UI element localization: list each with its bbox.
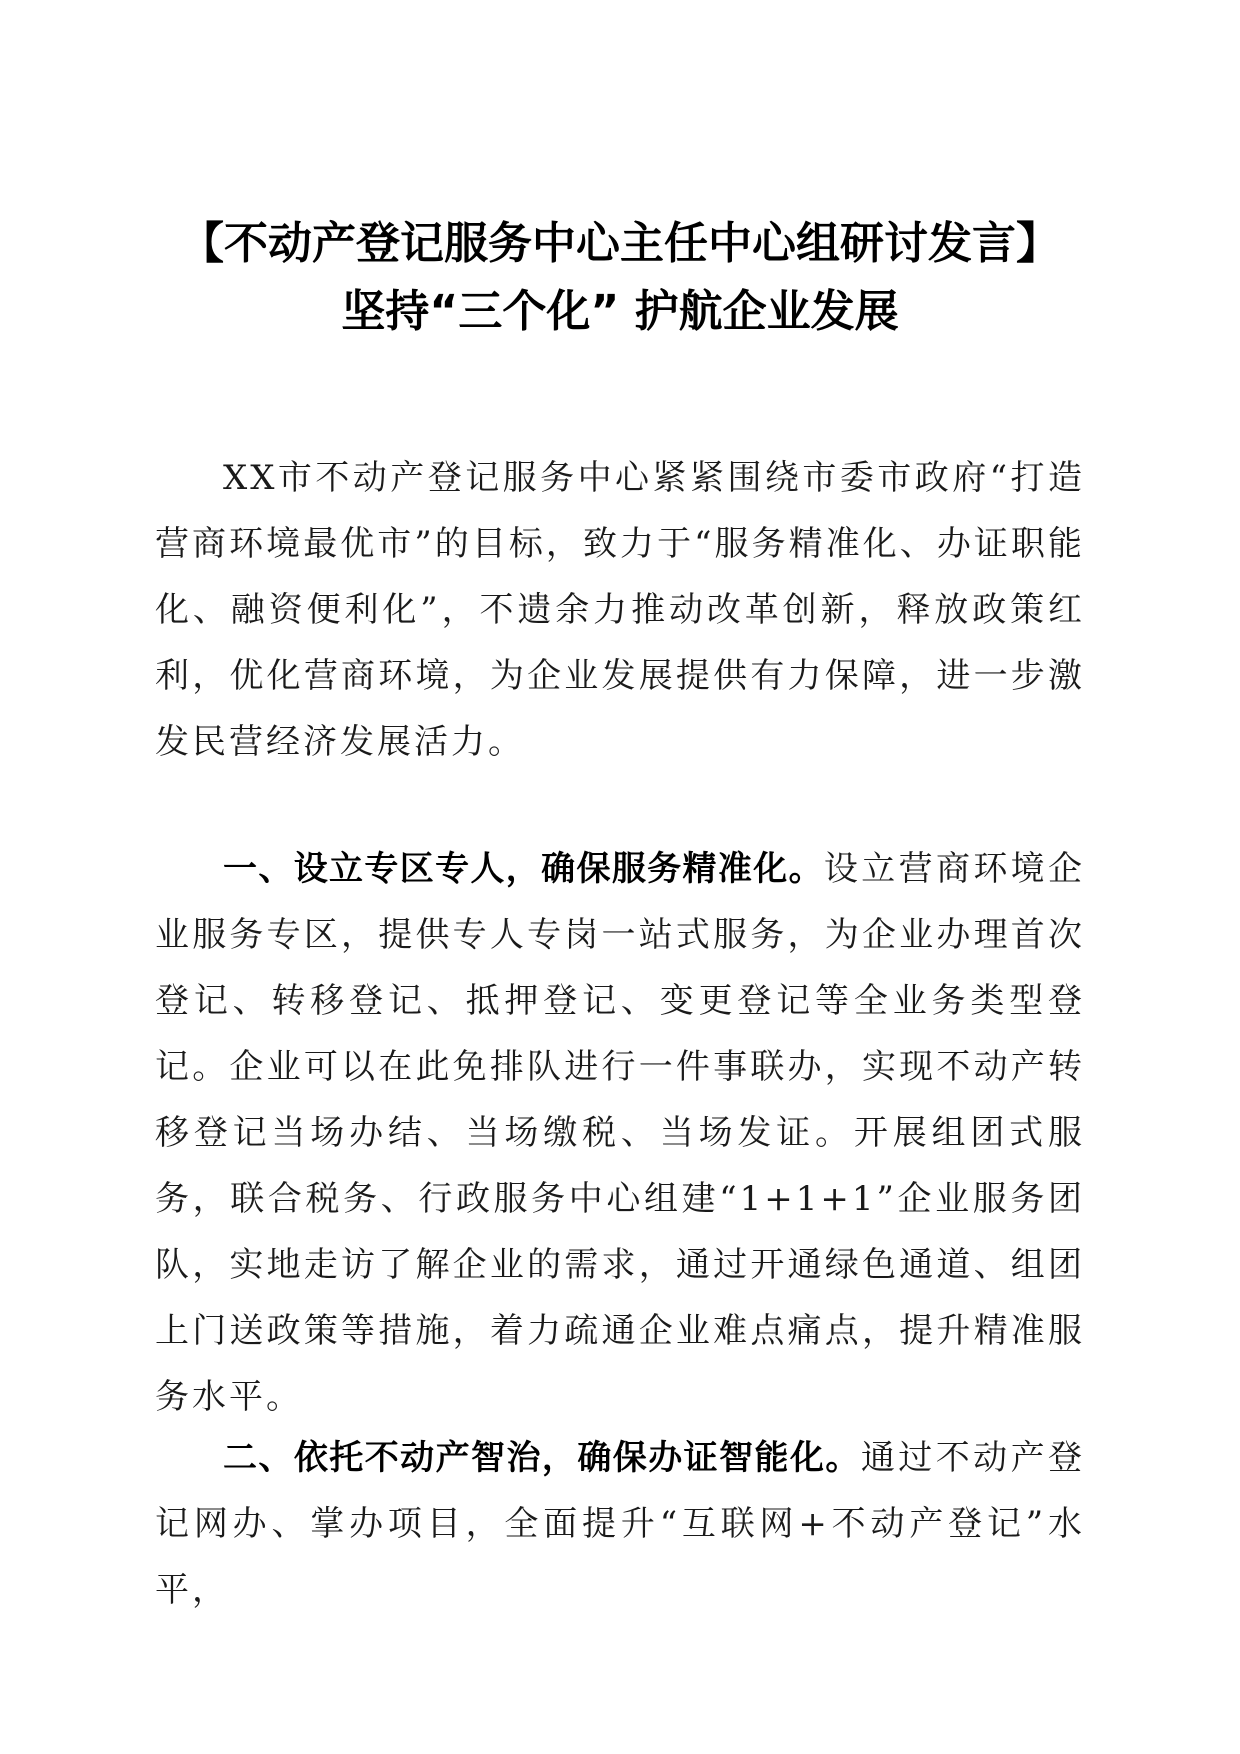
section-2-heading: 二、依托不动产智治，确保办证智能化。 — [223, 1438, 861, 1478]
section-1-heading: 一、设立专区专人，确保服务精准化。 — [223, 849, 824, 889]
paragraph-section-1 — [155, 836, 1085, 1430]
title-line-1: 【不动产登记服务中心主任中心组研讨发言】 — [180, 218, 1060, 269]
paragraph-section-2 — [155, 1425, 1085, 1623]
document-title — [100, 210, 1140, 346]
paragraph-intro-text: XX市不动产登记服务中心紧紧围绕市委市政府“打造营商环境最优市”的目标，致力于“服务精准化、办证职能化、融资便利化”，不遗余力推动改革创新，释放政策红利，优化营商环境，为企业发展提供有力保障，进一步激发民营经济发展活力。 — [155, 458, 1085, 762]
title-line-2: 坚持“三个化” 护航企业发展 — [341, 286, 899, 337]
paragraph-intro — [155, 445, 1085, 775]
section-2-text: 通过不动产登记网办、掌办项目，全面提升“互联网+不动产登记”水平， — [155, 1438, 1086, 1610]
section-1-text: 设立营商环境企业服务专区，提供专人专岗一站式服务，为企业办理首次登记、转移登记、抵押登记、变更登记等全业务类型登记。企业可以在此免排队进行一件事联办，实现不动产转移登记当场办结、当场缴税、当场发证。开展组团式服务，联合税务、行政服务中心组建“1+1+1”企业服务团队，实地走访了解企业的需求，通过开通绿色通道、组团上门送政策等措施，着力疏通企业难点痛点，提升精准服务水平。 — [155, 849, 1086, 1417]
